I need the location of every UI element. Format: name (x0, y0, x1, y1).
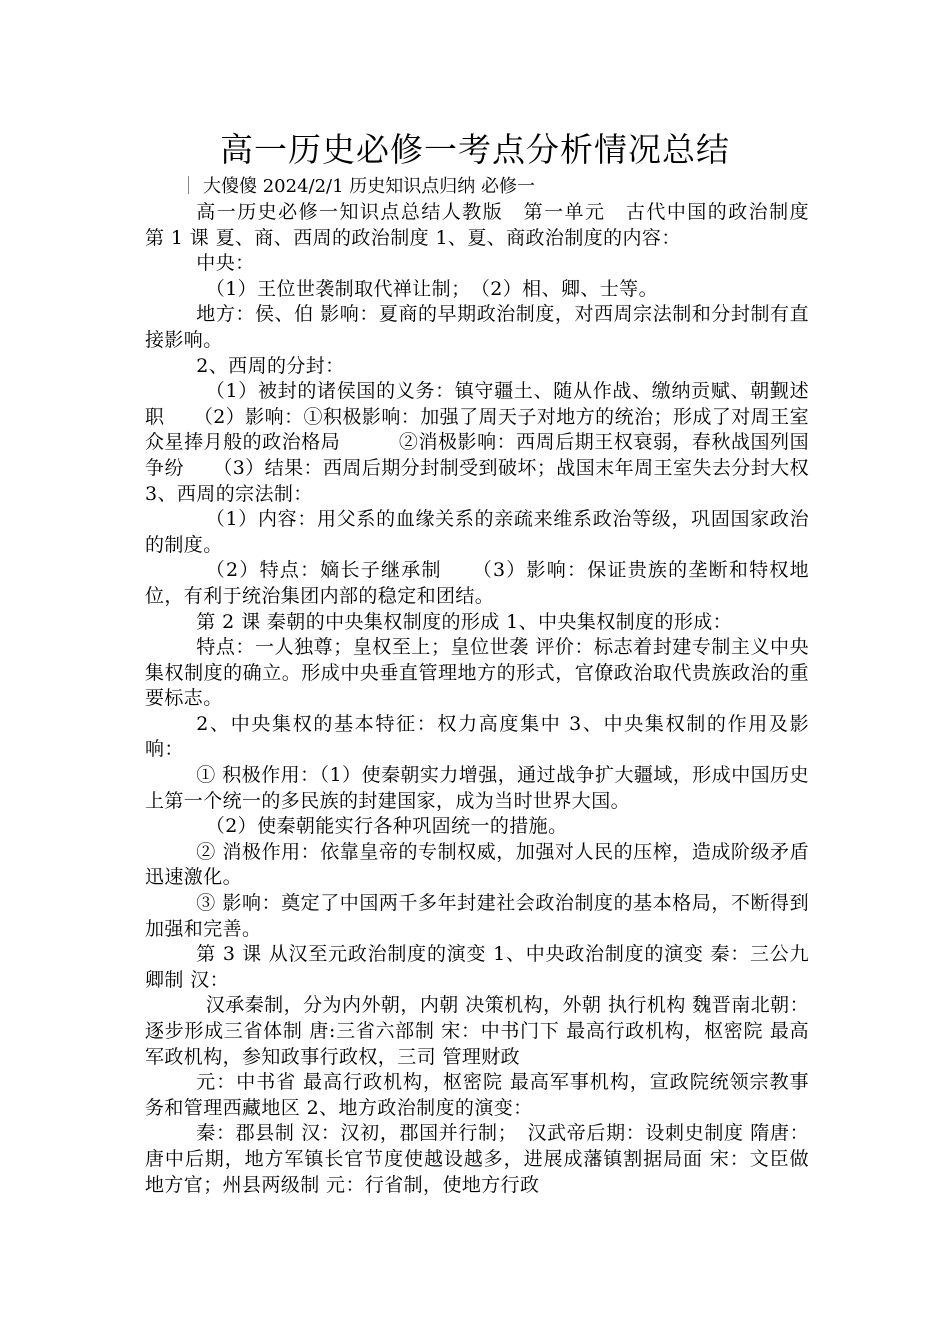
paragraph: （1）被封的诸侯国的义务：镇守疆土、随从作战、缴纳贡赋、朝觐述职 （2）影响：①积极影响：加强了周天子对地方的统治；形成了对周王室众星捧月般的政治格局 ②消极影响：西周后期王权衰弱，春秋战国列国争纷 （3）结果：西周后期分封制受到破坏；战国末年周王室失去分封大权 3、西周的宗法制： (145, 380, 809, 505)
meta-divider (188, 176, 189, 194)
paragraph: 元：中书省 最高行政机构，枢密院 最高军事机构，宣政院统领宗教事务和管理西藏地区 2、地方政治制度的演变： (145, 1071, 809, 1119)
paragraph: 特点：一人独尊；皇权至上；皇位世袭 评价：标志着封建专制主义中央集权制度的确立。形成中央垂直管理地方的形式，官僚政治取代贵族政治的重要标志。 (145, 636, 809, 710)
paragraph: ③ 影响：奠定了中国两千多年封建社会政治制度的基本格局，不断得到加强和完善。 (145, 892, 809, 940)
paragraph: 高一历史必修一知识点总结人教版 第一单元 古代中国的政治制度 第 1 课 夏、商、西周的政治制度 1、夏、商政治制度的内容： (145, 201, 829, 249)
paragraph: 秦：郡县制 汉：汉初，郡国并行制； 汉武帝后期：设刺史制度 隋唐：唐中后期，地方军镇长官节度使越设越多，进展成藩镇割据局面 宋：文臣做地方官；州县两级制 元：行省制，使地方行政 (145, 1122, 809, 1196)
paragraph: 第 3 课 从汉至元政治制度的演变 1、中央政治制度的演变 秦：三公九卿制 汉： (145, 943, 809, 991)
document-title: 高一历史必修一考点分析情况总结 (220, 130, 730, 169)
document-meta: 大傻傻 2024/2/1 历史知识点归纳 必修一 (203, 176, 536, 197)
paragraph: 中央： (196, 252, 255, 275)
paragraph: 第 2 课 秦朝的中央集权制度的形成 1、中央集权制度的形成： (196, 610, 733, 633)
paragraph: ② 消极作用：依靠皇帝的专制权威，加强对人民的压榨，造成阶级矛盾迅速激化。 (145, 840, 809, 889)
paragraph: （2）使秦朝能实行各种巩固统一的措施。 (205, 815, 568, 838)
paragraph: ① 积极作用：（1）使秦朝实力增强，通过战争扩大疆域，形成中国历史上第一个统一的多民族的封建国家，成为当时世界大国。 (145, 764, 809, 812)
document-body (145, 200, 829, 1198)
paragraph: 汉承秦制，分为内外朝，内朝 决策机构，外朝 执行机构 魏晋南北朝：逐步形成三省体制 唐:三省六部制 宋：中书门下 最高行政机构，枢密院 最高军政机构，参知政事行政权，三司 管理财政 (145, 994, 809, 1068)
paragraph: 地方：侯、伯 影响：夏商的早期政治制度，对西周宗法制和分封制有直接影响。 (145, 303, 809, 351)
paragraph: （1）内容：用父系的血缘关系的亲疏来维系政治等级，巩固国家政治的制度。 (145, 508, 809, 556)
paragraph: （1）王位世袭制取代禅让制； （2）相、卿、士等。 (205, 277, 658, 300)
document-meta-line (188, 176, 535, 198)
paragraph: 2、西周的分封： (196, 354, 345, 377)
paragraph: 2、中央集权的基本特征：权力高度集中 3、中央集权制的作用及影响： (145, 712, 809, 761)
paragraph: （2）特点：嫡长子继承制 （3）影响：保证贵族的垄断和特权地位，有利于统治集团内部的稳定和团结。 (145, 559, 809, 607)
